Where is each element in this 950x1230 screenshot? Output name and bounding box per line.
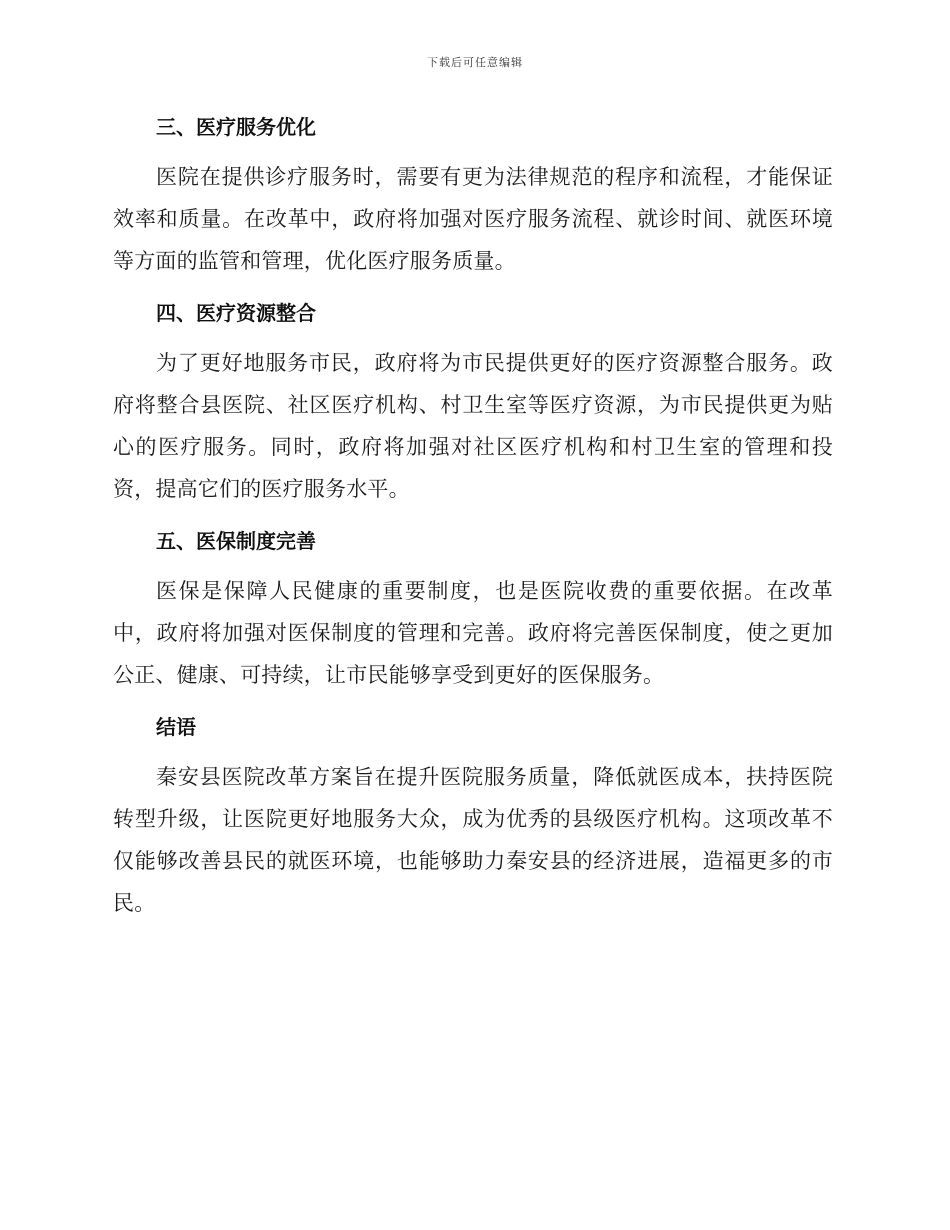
section-resource-integration xyxy=(113,292,833,510)
section-conclusion xyxy=(113,706,833,924)
section-paragraph: 为了更好地服务市民，政府将为市民提供更好的医疗资源整合服务。政府将整合县医院、社区医疗机构、村卫生室等医疗资源，为市民提供更为贴心的医疗服务。同时，政府将加强对社区医疗机构和村卫生室的管理和投资，提高它们的医疗服务水平。 xyxy=(113,351,833,501)
section-heading: 三、医疗服务优化 xyxy=(156,115,316,139)
section-heading: 五、医保制度完善 xyxy=(156,529,316,553)
section-paragraph: 医院在提供诊疗服务时，需要有更为法律规范的程序和流程，才能保证效率和质量。在改革中，政府将加强对医疗服务流程、就诊时间、就医环境等方面的监管和管理，优化医疗服务质量。 xyxy=(113,165,833,273)
section-paragraph: 秦安县医院改革方案旨在提升医院服务质量，降低就医成本，扶持医院转型升级，让医院更好地服务大众，成为优秀的县级医疗机构。这项改革不仅能够改善县民的就医环境，也能够助力秦安县的经济进展，造福更多的市民。 xyxy=(113,765,833,915)
section-heading: 结语 xyxy=(156,715,196,739)
section-insurance-system xyxy=(113,520,833,696)
section-heading: 四、医疗资源整合 xyxy=(156,301,316,325)
page-header-note: 下载后可任意编辑 xyxy=(427,56,523,69)
section-paragraph: 医保是保障人民健康的重要制度，也是医院收费的重要依据。在改革中，政府将加强对医保制度的管理和完善。政府将完善医保制度，使之更加公正、健康、可持续，让市民能够享受到更好的医保服务。 xyxy=(113,579,833,687)
document-body xyxy=(113,106,833,934)
section-medical-service xyxy=(113,106,833,282)
